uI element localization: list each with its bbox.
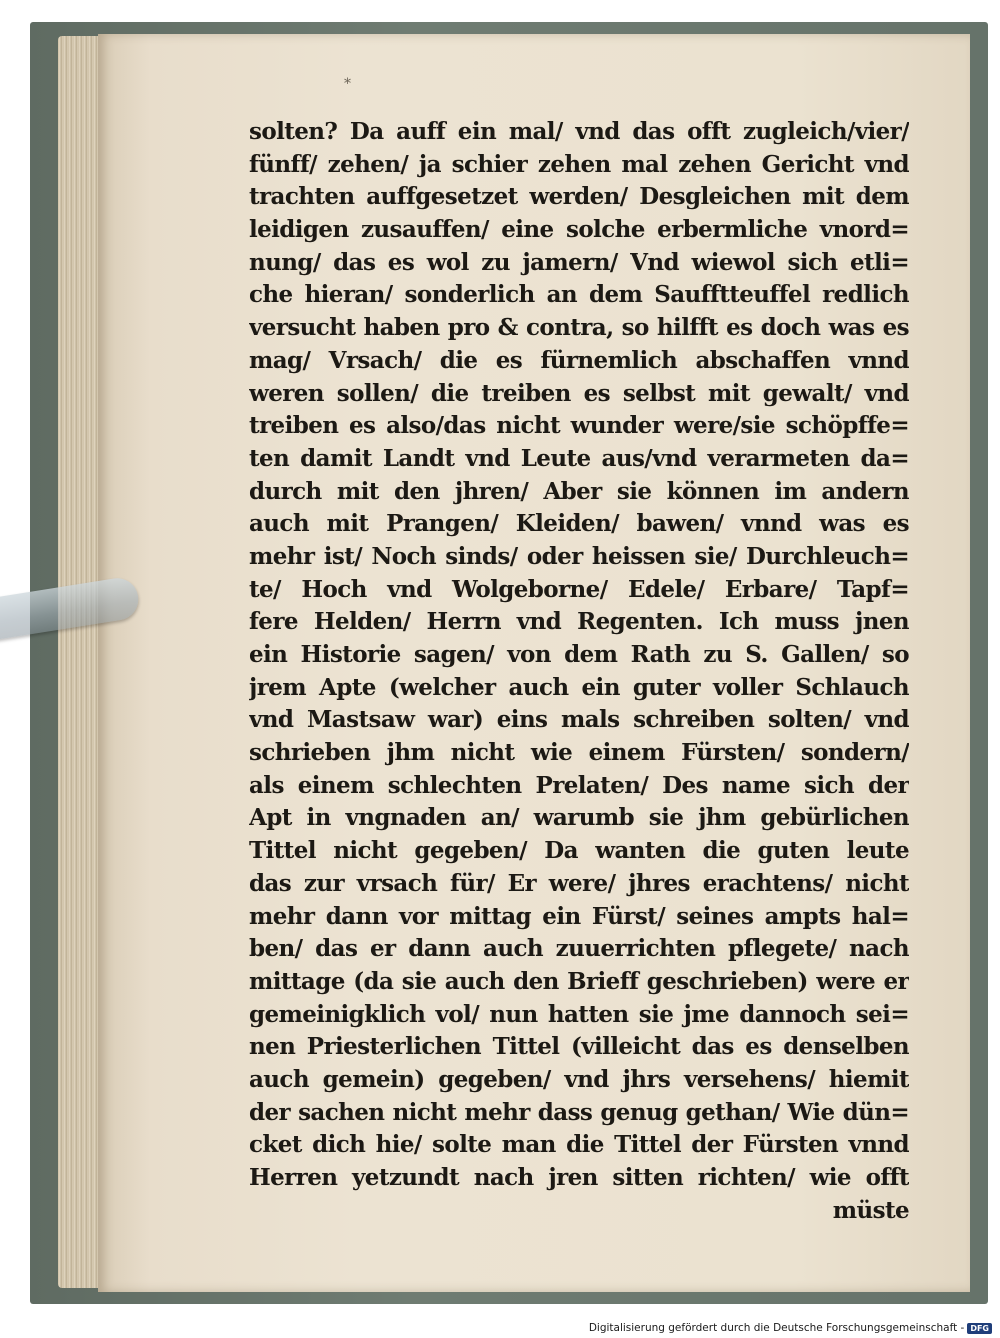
text-line: nung/ das es wol zu jamern/ Vnd wiewol sich etli=	[249, 248, 909, 276]
text-line: treiben es also/das nicht wunder were/sie schöpffe=	[249, 412, 909, 440]
text-line: auch mit Prangen/ Kleiden/ bawen/ vnnd was es	[249, 510, 909, 538]
text-line: schrieben jhm nicht wie einem Fürsten/ sondern/	[249, 739, 909, 767]
dfg-logo-icon: DFG	[967, 1323, 992, 1334]
text-line: mittage (da sie auch den Brieff geschrieben) were er	[249, 967, 909, 995]
text-line: vnd Mastsaw war) eins mals schreiben solten/ vnd	[249, 706, 909, 734]
text-line: cket dich hie/ solte man die Tittel der Fürsten vnnd	[249, 1131, 909, 1159]
footer-credit: Digitalisierung gefördert durch die Deutsche Forschungsgemeinschaft -	[588, 1322, 965, 1334]
text-line: ten damit Landt vnd Leute aus/vnd verarmeten da=	[249, 444, 909, 472]
text-line: fünff/ zehen/ ja schier zehen mal zehen Gericht vnd	[249, 150, 909, 178]
catchword: müste	[832, 1196, 909, 1224]
text-line: der sachen nicht mehr dass genug gethan/ Wie dün=	[249, 1098, 909, 1126]
text-line: nen Priesterlichen Tittel (villeicht das es denselben	[249, 1033, 909, 1061]
text-line: Apt in vngnaden an/ warumb sie jhm gebürlichen	[249, 804, 909, 832]
text-line: mag/ Vrsach/ die es fürnemlich abschaffen vnnd	[249, 346, 909, 374]
text-block	[249, 116, 909, 1227]
text-line: durch mit den jhren/ Aber sie können im andern	[249, 477, 909, 505]
text-line: ben/ das er dann auch zuuerrichten pflegete/ nach	[249, 935, 909, 963]
text-line: das zur vrsach für/ Er were/ jhres erachtens/ nicht	[249, 869, 909, 897]
text-line: fere Helden/ Herrn vnd Regenten. Ich muss jnen	[249, 608, 909, 636]
text-line: Tittel nicht gegeben/ Da wanten die guten leute	[249, 837, 909, 865]
text-line: gemeinigklich vol/ nun hatten sie jme dannoch sei=	[249, 1000, 909, 1028]
text-line: mehr dann vor mittag ein Fürst/ seines ampts hal=	[249, 902, 909, 930]
text-line: versucht haben pro & contra, so hilfft es doch was es	[249, 314, 909, 342]
stray-mark: *	[344, 76, 351, 92]
text-line: als einem schlechten Prelaten/ Des name sich der	[249, 771, 909, 799]
text-line: leidigen zusauffen/ eine solche erbermliche vnord=	[249, 216, 909, 244]
text-line: ein Historie sagen/ von dem Rath zu S. Gallen/ so	[249, 641, 909, 668]
text-line: solten? Da auff ein mal/ vnd das offt zugleich/vier/	[249, 118, 909, 145]
text-line: weren sollen/ die treiben es selbst mit gewalt/ vnd	[249, 379, 909, 407]
text-line: mehr ist/ Noch sinds/ oder heissen sie/ Durchleuch=	[249, 542, 909, 570]
text-line: che hieran/ sonderlich an dem Saufftteuffel redlich	[249, 281, 909, 309]
text-line: trachten auffgesetzet werden/ Desgleichen mit dem	[249, 183, 909, 211]
text-line: Herren yetzundt nach jren sitten richten/ wie offt	[249, 1164, 909, 1191]
text-line: auch gemein) gegeben/ vnd jhrs versehens/ hiemit	[249, 1065, 909, 1093]
text-line: te/ Hoch vnd Wolgeborne/ Edele/ Erbare/ Tapf=	[249, 575, 909, 603]
footer	[589, 1322, 992, 1334]
text-line: jrem Apte (welcher auch ein guter voller Schlauch	[249, 673, 909, 701]
